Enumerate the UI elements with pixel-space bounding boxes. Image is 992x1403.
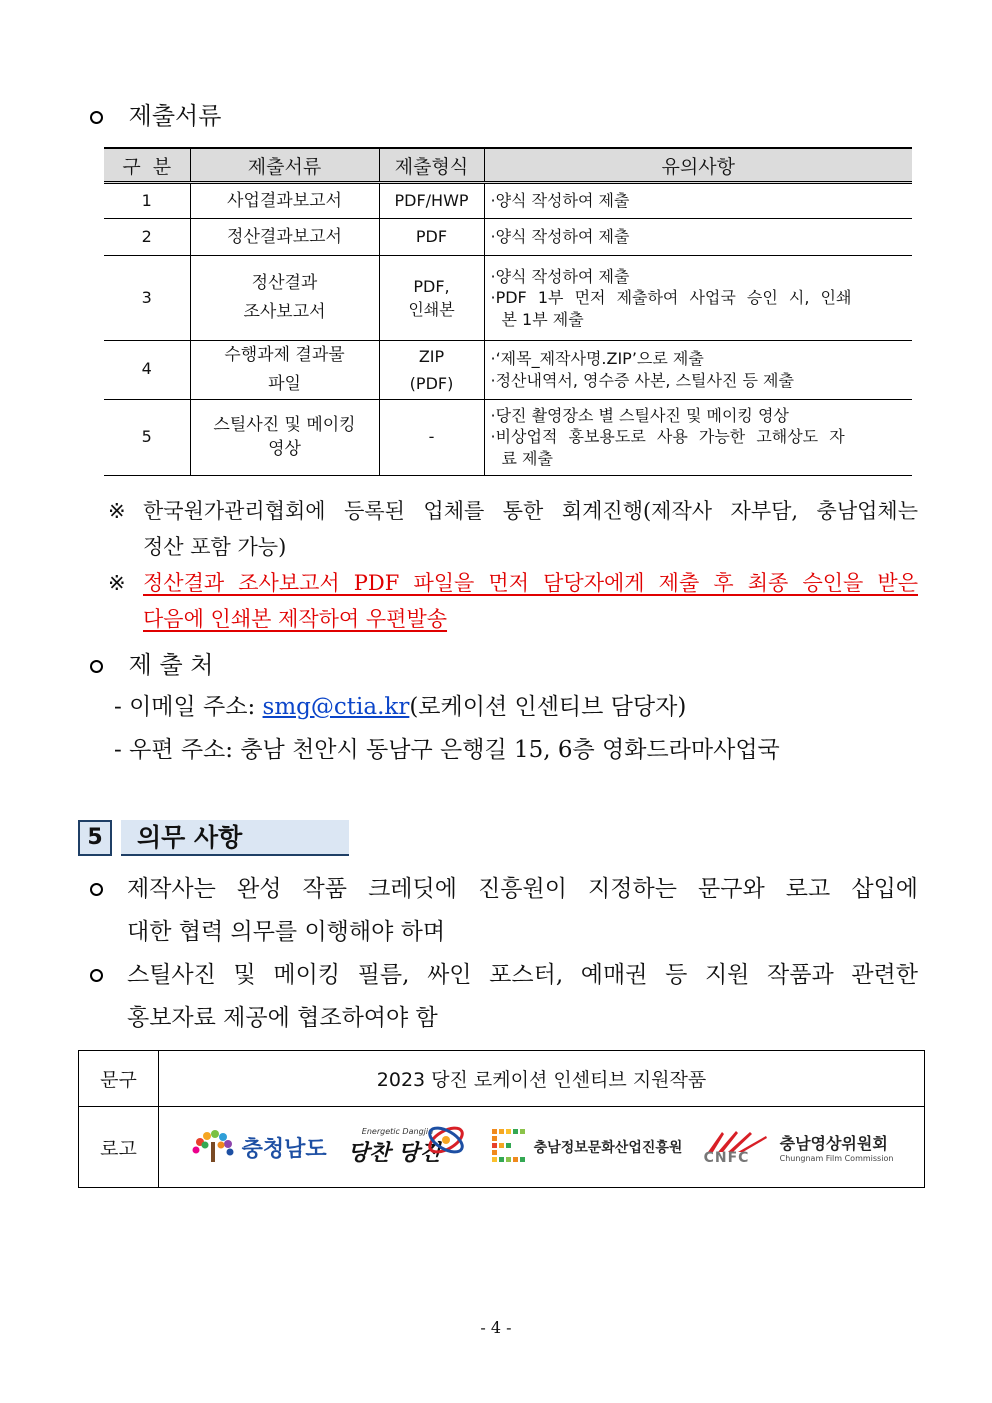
post-line: - 우편 주소: 충남 천안시 동남구 은행길 15, 6층 영화드라마사업국 [114, 737, 780, 763]
submission-heading [90, 96, 221, 131]
section-title: 의무 사항 [121, 820, 349, 856]
chungnam-logo: 충청남도 [190, 1130, 327, 1164]
row-format: ZIP (PDF) [379, 341, 484, 400]
row-doc: 정산결과 조사보고서 [190, 256, 379, 341]
table-row [104, 219, 912, 256]
header-format: 제출형식 [379, 148, 484, 183]
row-notes: ·양식 작성하여 제출 [484, 183, 912, 219]
row-no: 5 [104, 399, 190, 475]
circle-bullet-icon [90, 660, 103, 673]
table-row [104, 256, 912, 341]
chungnam-tree-icon [190, 1130, 236, 1164]
ctia-logo: 충남정보문화산업진흥원 [490, 1127, 683, 1167]
table-row [104, 341, 912, 400]
row-doc: 스틸사진 및 메이킹 영상 [190, 399, 379, 475]
cnfc-logo: CNFC 충남영상위원회 Chungnam Film Commission [704, 1128, 894, 1166]
reference-mark: ※ [108, 499, 126, 523]
table-header-row [104, 148, 912, 183]
credit-logo-row [79, 1107, 925, 1188]
destination-heading-text: 제 출 처 [128, 651, 214, 679]
header-notes: 유의사항 [484, 148, 912, 183]
row-notes: ·당진 촬영장소 별 스틸사진 및 메이킹 영상 ·비상업적 홍보용도로 사용 가능한 고해상도 자 료 제출 [484, 399, 912, 475]
row-no: 1 [104, 183, 190, 219]
credit-phrase-row [79, 1051, 925, 1107]
obligation-paragraph-2: 스틸사진 및 메이킹 필름, 싸인 포스터, 예매권 등 지원 작품과 관련한 홍보자료 제공에 협조하여야 함 [90, 954, 918, 1040]
row-format: - [379, 399, 484, 475]
reference-note-1: ※ 한국원가관리협회에 등록된 업체를 통한 회계진행(제작사 자부담, 충남업체는 정산 포함 가능) [108, 494, 918, 565]
obligation-paragraph-1: 제작사는 완성 작품 크레딧에 진흥원이 지정하는 문구와 로고 삽입에 대한 협력 의무를 이행해야 하며 [90, 868, 918, 954]
row-format: PDF, 인쇄본 [379, 256, 484, 341]
row-notes: ·‘제목_제작사명.ZIP’으로 제출 ·정산내역서, 영수증 사본, 스틸사진 등 제출 [484, 341, 912, 400]
row-doc: 사업결과보고서 [190, 183, 379, 219]
row-notes: ·양식 작성하여 제출 ·PDF 1부 먼저 제출하여 사업국 승인 시, 인쇄 본 1부 제출 [484, 256, 912, 341]
credit-phrase-value: 2023 당진 로케이션 인센티브 지원작품 [159, 1051, 925, 1107]
row-no: 4 [104, 341, 190, 400]
credit-logo-cell [159, 1107, 925, 1188]
row-doc: 수행과제 결과물 파일 [190, 341, 379, 400]
circle-bullet-icon [90, 883, 103, 896]
submission-heading-text: 제출서류 [128, 102, 222, 130]
circle-bullet-icon [90, 969, 103, 982]
row-notes: ·양식 작성하여 제출 [484, 219, 912, 256]
reference-mark: ※ [108, 571, 126, 595]
table-row [104, 183, 912, 219]
credit-table [78, 1050, 925, 1188]
row-no: 3 [104, 256, 190, 341]
dangjin-orbit-icon [424, 1120, 468, 1160]
section-number: 5 [78, 820, 112, 856]
header-doc: 제출서류 [190, 148, 379, 183]
dangjin-logo: Energetic Dangjin 당찬 당진 [348, 1127, 469, 1167]
row-doc: 정산결과보고서 [190, 219, 379, 256]
email-link[interactable]: smg@ctia.kr [262, 694, 410, 720]
row-no: 2 [104, 219, 190, 256]
email-line: - 이메일 주소: smg@ctia.kr(로케이션 인센티브 담당자) [114, 694, 687, 720]
ctia-mark-icon [490, 1127, 528, 1167]
header-no: 구 분 [104, 148, 190, 183]
row-format: PDF/HWP [379, 183, 484, 219]
reference-note-2: ※ 정산결과 조사보고서 PDF 파일을 먼저 담당자에게 제출 후 최종 승인을 받은 다음에 인쇄본 제작하여 우편발송 [108, 566, 918, 637]
table-row [104, 399, 912, 475]
credit-logo-label: 로고 [79, 1107, 159, 1188]
destination-heading [90, 645, 213, 680]
circle-bullet-icon [90, 111, 103, 124]
page-number: - 4 - [480, 1318, 512, 1337]
submission-table [104, 147, 912, 476]
row-format: PDF [379, 219, 484, 256]
credit-phrase-label: 문구 [79, 1051, 159, 1107]
